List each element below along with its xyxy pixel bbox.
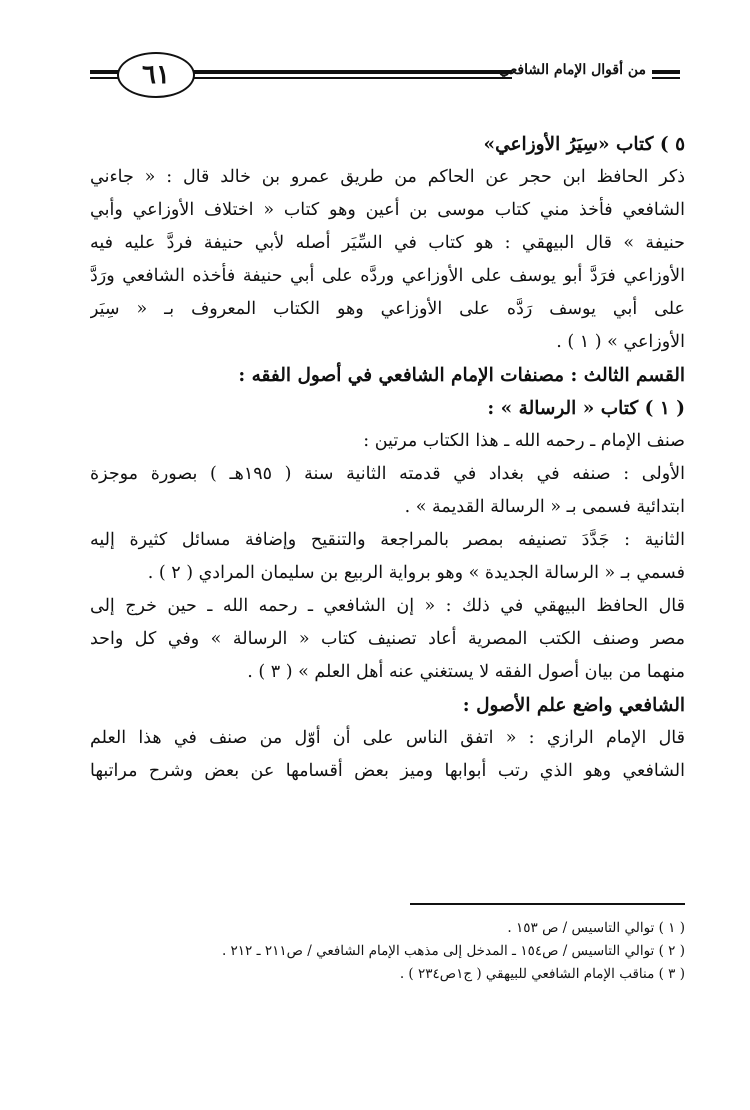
text-line: فسمي بـ « الرسالة الجديدة » وهو برواية الربيع بن سليمان المرادي ( ٢ ) . xyxy=(147,563,685,583)
header-rule-right xyxy=(652,70,680,74)
text-line: قال الإمام الرازي : « اتفق الناس على أن أوّل من صنف في هذا العلم xyxy=(90,728,685,748)
text-line: الثانية : جَدَّدَ تصنيفه بمصر بالمراجعة والتنقيح وإضافة مسائل كثيرة إليه xyxy=(90,530,685,550)
footnote-separator xyxy=(410,903,685,905)
paragraph-first-version xyxy=(90,458,685,524)
paragraph-second-version xyxy=(90,524,685,590)
main-text xyxy=(90,128,685,788)
section-heading-third-part: القسم الثالث : مصنفات الإمام الشافعي في أصول الفقه : xyxy=(238,365,685,386)
text-line: صنف الإمام ـ رحمه الله ـ هذا الكتاب مرتين : xyxy=(363,431,685,451)
text-line: قال الحافظ البيهقي في ذلك : « إن الشافعي ـ رحمه الله ـ حين خرج إلى xyxy=(90,596,685,616)
footnote-1: ( ١ ) توالي التاسيس / ص ١٥٣ . xyxy=(507,920,685,936)
header-rule-left xyxy=(90,70,120,74)
text-line: مصر وصنف الكتب المصرية أعاد تصنيف كتاب « الرسالة » وفي كل واحد xyxy=(90,629,685,649)
text-line: منهما من بيان أصول الفقه لا يستغني عنه أهل العلم » ( ٣ ) . xyxy=(247,662,685,682)
text-line: الأوزاعي فرَدَّ أبو يوسف على الأوزاعي وردَّه على أبي حنيفة فأخذه الشافعي ورَدَّ xyxy=(90,266,685,286)
paragraph-bayhaqi-quote xyxy=(90,590,685,689)
text-line: الشافعي فأخذ مني كتاب موسى بن أعين وهو كتاب « اختلاف الأوزاعي وأبي xyxy=(90,200,685,220)
header-rule-right-thin xyxy=(652,77,680,79)
running-title: من أقوال الإمام الشافعي xyxy=(499,62,646,78)
paragraph-razi-quote xyxy=(90,722,685,788)
footnote-3: ( ٣ ) مناقب الإمام الشافعي للبيهقي ( ج١ص٢٣٤ ) . xyxy=(399,966,685,982)
section-heading-risala: ( ١ ) كتاب « الرسالة » : xyxy=(487,398,685,419)
text-line: الشافعي وهو الذي رتب أبوابها وميز بعض أقسامها عن بعض وشرح مراتبها xyxy=(90,761,685,781)
section-heading-usul-founder: الشافعي واضع علم الأصول : xyxy=(462,695,685,716)
footnote-2: ( ٢ ) توالي التاسيس / ص١٥٤ ـ المدخل إلى مذهب الإمام الشافعي / ص٢١١ ـ ٢١٢ . xyxy=(221,943,685,959)
text-line: ابتدائية فسمى بـ « الرسالة القديمة » . xyxy=(404,497,685,517)
text-line: الأوزاعي » ( ١ ) . xyxy=(556,332,685,352)
section-heading-siyar: ٥ ) كتاب «سِيَرُ الأوزاعي» xyxy=(483,134,685,155)
text-line: ذكر الحافظ ابن حجر عن الحاكم من طريق عمرو بن خالد قال : « جاءني xyxy=(90,167,685,187)
header-rule-middle-thin xyxy=(194,77,512,79)
footnotes xyxy=(90,903,685,986)
header-rule-left-thin xyxy=(90,77,120,79)
page-header xyxy=(90,50,680,100)
text-line: الأولى : صنفه في بغداد في قدمته الثانية سنة ( ١٩٥هـ ) بصورة موجزة xyxy=(90,464,685,484)
text-line: على أبي يوسف رَدَّه على الأوزاعي وهو الكتاب المعروف بـ « سِيَر xyxy=(90,299,685,319)
page-number: ٦١ xyxy=(117,52,195,98)
paragraph-siyar xyxy=(90,161,685,359)
header-rule-middle xyxy=(194,70,512,74)
text-line: حنيفة » قال البيهقي : هو كتاب في السِّيَر أصله لأبي حنيفة فردَّ عليه فيه xyxy=(90,233,685,253)
